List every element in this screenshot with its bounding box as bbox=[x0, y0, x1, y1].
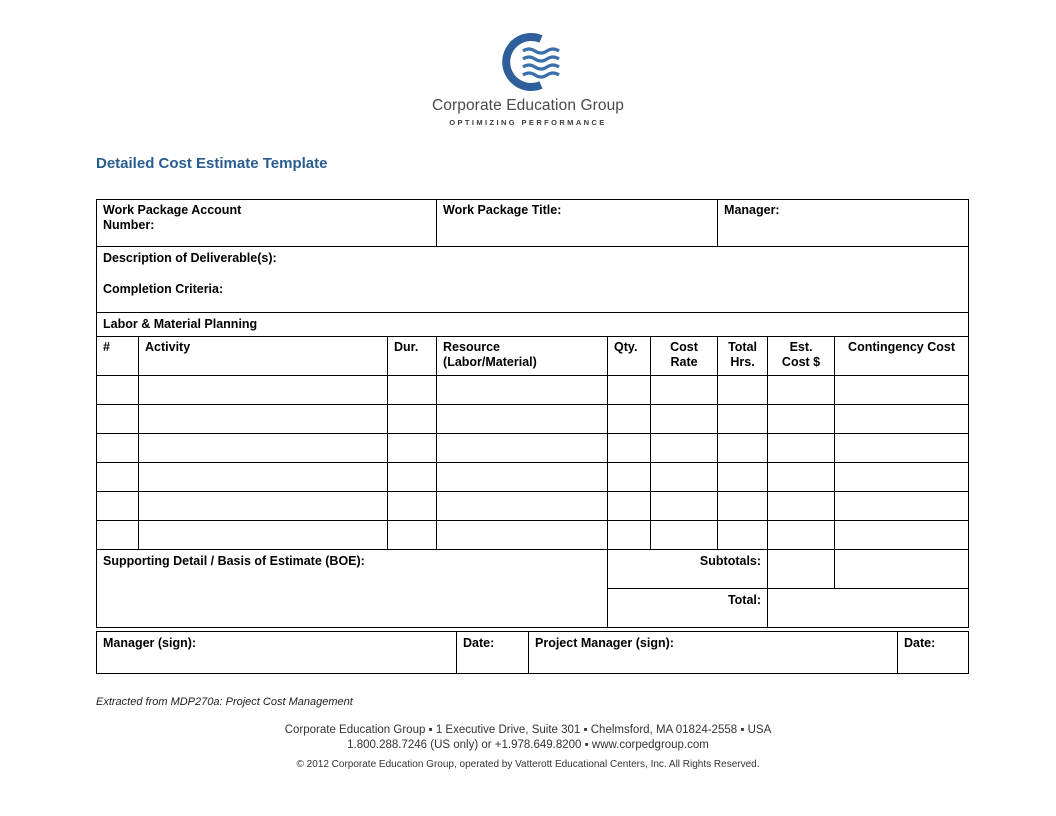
subtotal-est-cost-cell[interactable] bbox=[768, 550, 835, 589]
wave-c-logo-icon bbox=[497, 33, 561, 91]
row-cell[interactable] bbox=[768, 521, 835, 550]
row-cell[interactable] bbox=[139, 463, 388, 492]
deliverables-label: Description of Deliverable(s): bbox=[103, 251, 277, 265]
footer-address: Corporate Education Group ▪ 1 Executive Drive, Suite 301 ▪ Chelmsford, MA 01824-2558 ▪ USA bbox=[284, 724, 772, 736]
row-cell[interactable] bbox=[835, 521, 969, 550]
row-cell[interactable] bbox=[768, 376, 835, 405]
row-cell[interactable] bbox=[718, 434, 768, 463]
deliverables-field[interactable] bbox=[97, 247, 969, 313]
table-row bbox=[97, 521, 969, 550]
pm-sign-field[interactable] bbox=[529, 632, 898, 674]
cost-estimate-form bbox=[96, 199, 969, 628]
row-cell[interactable] bbox=[608, 463, 651, 492]
row-cell[interactable] bbox=[768, 405, 835, 434]
row-cell[interactable] bbox=[97, 376, 139, 405]
manager-sign-label: Manager (sign): bbox=[103, 636, 197, 650]
row-cell[interactable] bbox=[835, 376, 969, 405]
col-dur-header: Dur. bbox=[394, 340, 419, 354]
row-cell[interactable] bbox=[608, 492, 651, 521]
extract-note: Extracted from MDP270a: Project Cost Management bbox=[96, 696, 353, 708]
row-cell[interactable] bbox=[718, 521, 768, 550]
row-cell[interactable] bbox=[608, 434, 651, 463]
row-cell[interactable] bbox=[437, 376, 608, 405]
row-cell[interactable] bbox=[97, 463, 139, 492]
table-row bbox=[97, 434, 969, 463]
row-cell[interactable] bbox=[97, 521, 139, 550]
manager-field[interactable] bbox=[718, 200, 969, 247]
completion-criteria-label: Completion Criteria: bbox=[103, 282, 224, 296]
row-cell[interactable] bbox=[651, 521, 718, 550]
row-cell[interactable] bbox=[651, 463, 718, 492]
row-cell[interactable] bbox=[388, 376, 437, 405]
col-num-header: # bbox=[103, 340, 110, 354]
date-field[interactable] bbox=[457, 632, 529, 674]
col-total-hrs-header: Total Hrs. bbox=[728, 340, 757, 369]
boe-field[interactable] bbox=[97, 550, 608, 628]
wp-title-field[interactable] bbox=[437, 200, 718, 247]
col-qty-header: Qty. bbox=[614, 340, 638, 354]
row-cell[interactable] bbox=[388, 492, 437, 521]
row-cell[interactable] bbox=[388, 521, 437, 550]
row-cell[interactable] bbox=[651, 434, 718, 463]
table-row bbox=[97, 463, 969, 492]
row-cell[interactable] bbox=[437, 463, 608, 492]
row-cell[interactable] bbox=[437, 405, 608, 434]
footer-copyright: © 2012 Corporate Education Group, operated by Vatterott Educational Centers, Inc. All Rights Reserved. bbox=[296, 759, 760, 770]
wp-account-label: Work Package Account Number: bbox=[103, 203, 242, 232]
col-activity-header: Activity bbox=[145, 340, 191, 354]
col-resource-header: Resource (Labor/Material) bbox=[443, 340, 537, 369]
row-cell[interactable] bbox=[651, 405, 718, 434]
col-contingency-header: Contingency Cost bbox=[848, 340, 955, 354]
row-cell[interactable] bbox=[651, 492, 718, 521]
row-cell[interactable] bbox=[835, 434, 969, 463]
row-cell[interactable] bbox=[718, 376, 768, 405]
row-cell[interactable] bbox=[768, 492, 835, 521]
row-cell[interactable] bbox=[718, 492, 768, 521]
logo-tagline: OPTIMIZING PERFORMANCE bbox=[449, 118, 607, 127]
row-cell[interactable] bbox=[768, 463, 835, 492]
row-cell[interactable] bbox=[139, 405, 388, 434]
row-cell[interactable] bbox=[768, 434, 835, 463]
col-est-cost-header: Est. Cost $ bbox=[781, 340, 821, 369]
labor-planning-header: Labor & Material Planning bbox=[103, 317, 258, 331]
row-cell[interactable] bbox=[718, 463, 768, 492]
pm-date-field[interactable] bbox=[898, 632, 969, 674]
table-row bbox=[97, 376, 969, 405]
row-cell[interactable] bbox=[139, 521, 388, 550]
row-cell[interactable] bbox=[139, 492, 388, 521]
wp-title-label: Work Package Title: bbox=[443, 203, 562, 217]
row-cell[interactable] bbox=[388, 463, 437, 492]
row-cell[interactable] bbox=[437, 434, 608, 463]
pm-date-label: Date: bbox=[904, 636, 936, 650]
table-row bbox=[97, 405, 969, 434]
manager-sign-field[interactable] bbox=[97, 632, 457, 674]
row-cell[interactable] bbox=[608, 376, 651, 405]
row-cell[interactable] bbox=[388, 434, 437, 463]
row-cell[interactable] bbox=[139, 376, 388, 405]
row-cell[interactable] bbox=[139, 434, 388, 463]
document-title: Detailed Cost Estimate Template bbox=[96, 155, 328, 172]
wp-account-field[interactable] bbox=[97, 200, 437, 247]
row-cell[interactable] bbox=[718, 405, 768, 434]
table-row bbox=[97, 492, 969, 521]
row-cell[interactable] bbox=[97, 405, 139, 434]
signature-row bbox=[96, 631, 969, 674]
manager-label: Manager: bbox=[724, 203, 780, 217]
row-cell[interactable] bbox=[437, 492, 608, 521]
logo-name: Corporate Education Group bbox=[431, 97, 625, 114]
row-cell[interactable] bbox=[651, 376, 718, 405]
subtotal-contingency-cell[interactable] bbox=[835, 550, 969, 589]
row-cell[interactable] bbox=[437, 521, 608, 550]
footer-phone: 1.800.288.7246 (US only) or +1.978.649.8200 ▪ www.corpedgroup.com bbox=[347, 739, 709, 751]
date-label: Date: bbox=[463, 636, 495, 650]
total-cell[interactable] bbox=[768, 589, 969, 628]
row-cell[interactable] bbox=[835, 492, 969, 521]
subtotals-label: Subtotals: bbox=[699, 554, 762, 568]
row-cell[interactable] bbox=[608, 405, 651, 434]
row-cell[interactable] bbox=[835, 405, 969, 434]
col-cost-rate-header: Cost Rate bbox=[670, 340, 698, 369]
row-cell[interactable] bbox=[97, 492, 139, 521]
total-label: Total: bbox=[727, 593, 762, 607]
row-cell[interactable] bbox=[97, 434, 139, 463]
row-cell[interactable] bbox=[388, 405, 437, 434]
pm-sign-label: Project Manager (sign): bbox=[535, 636, 674, 650]
boe-label: Supporting Detail / Basis of Estimate (BOE): bbox=[103, 554, 365, 568]
row-cell[interactable] bbox=[835, 463, 969, 492]
row-cell[interactable] bbox=[608, 521, 651, 550]
